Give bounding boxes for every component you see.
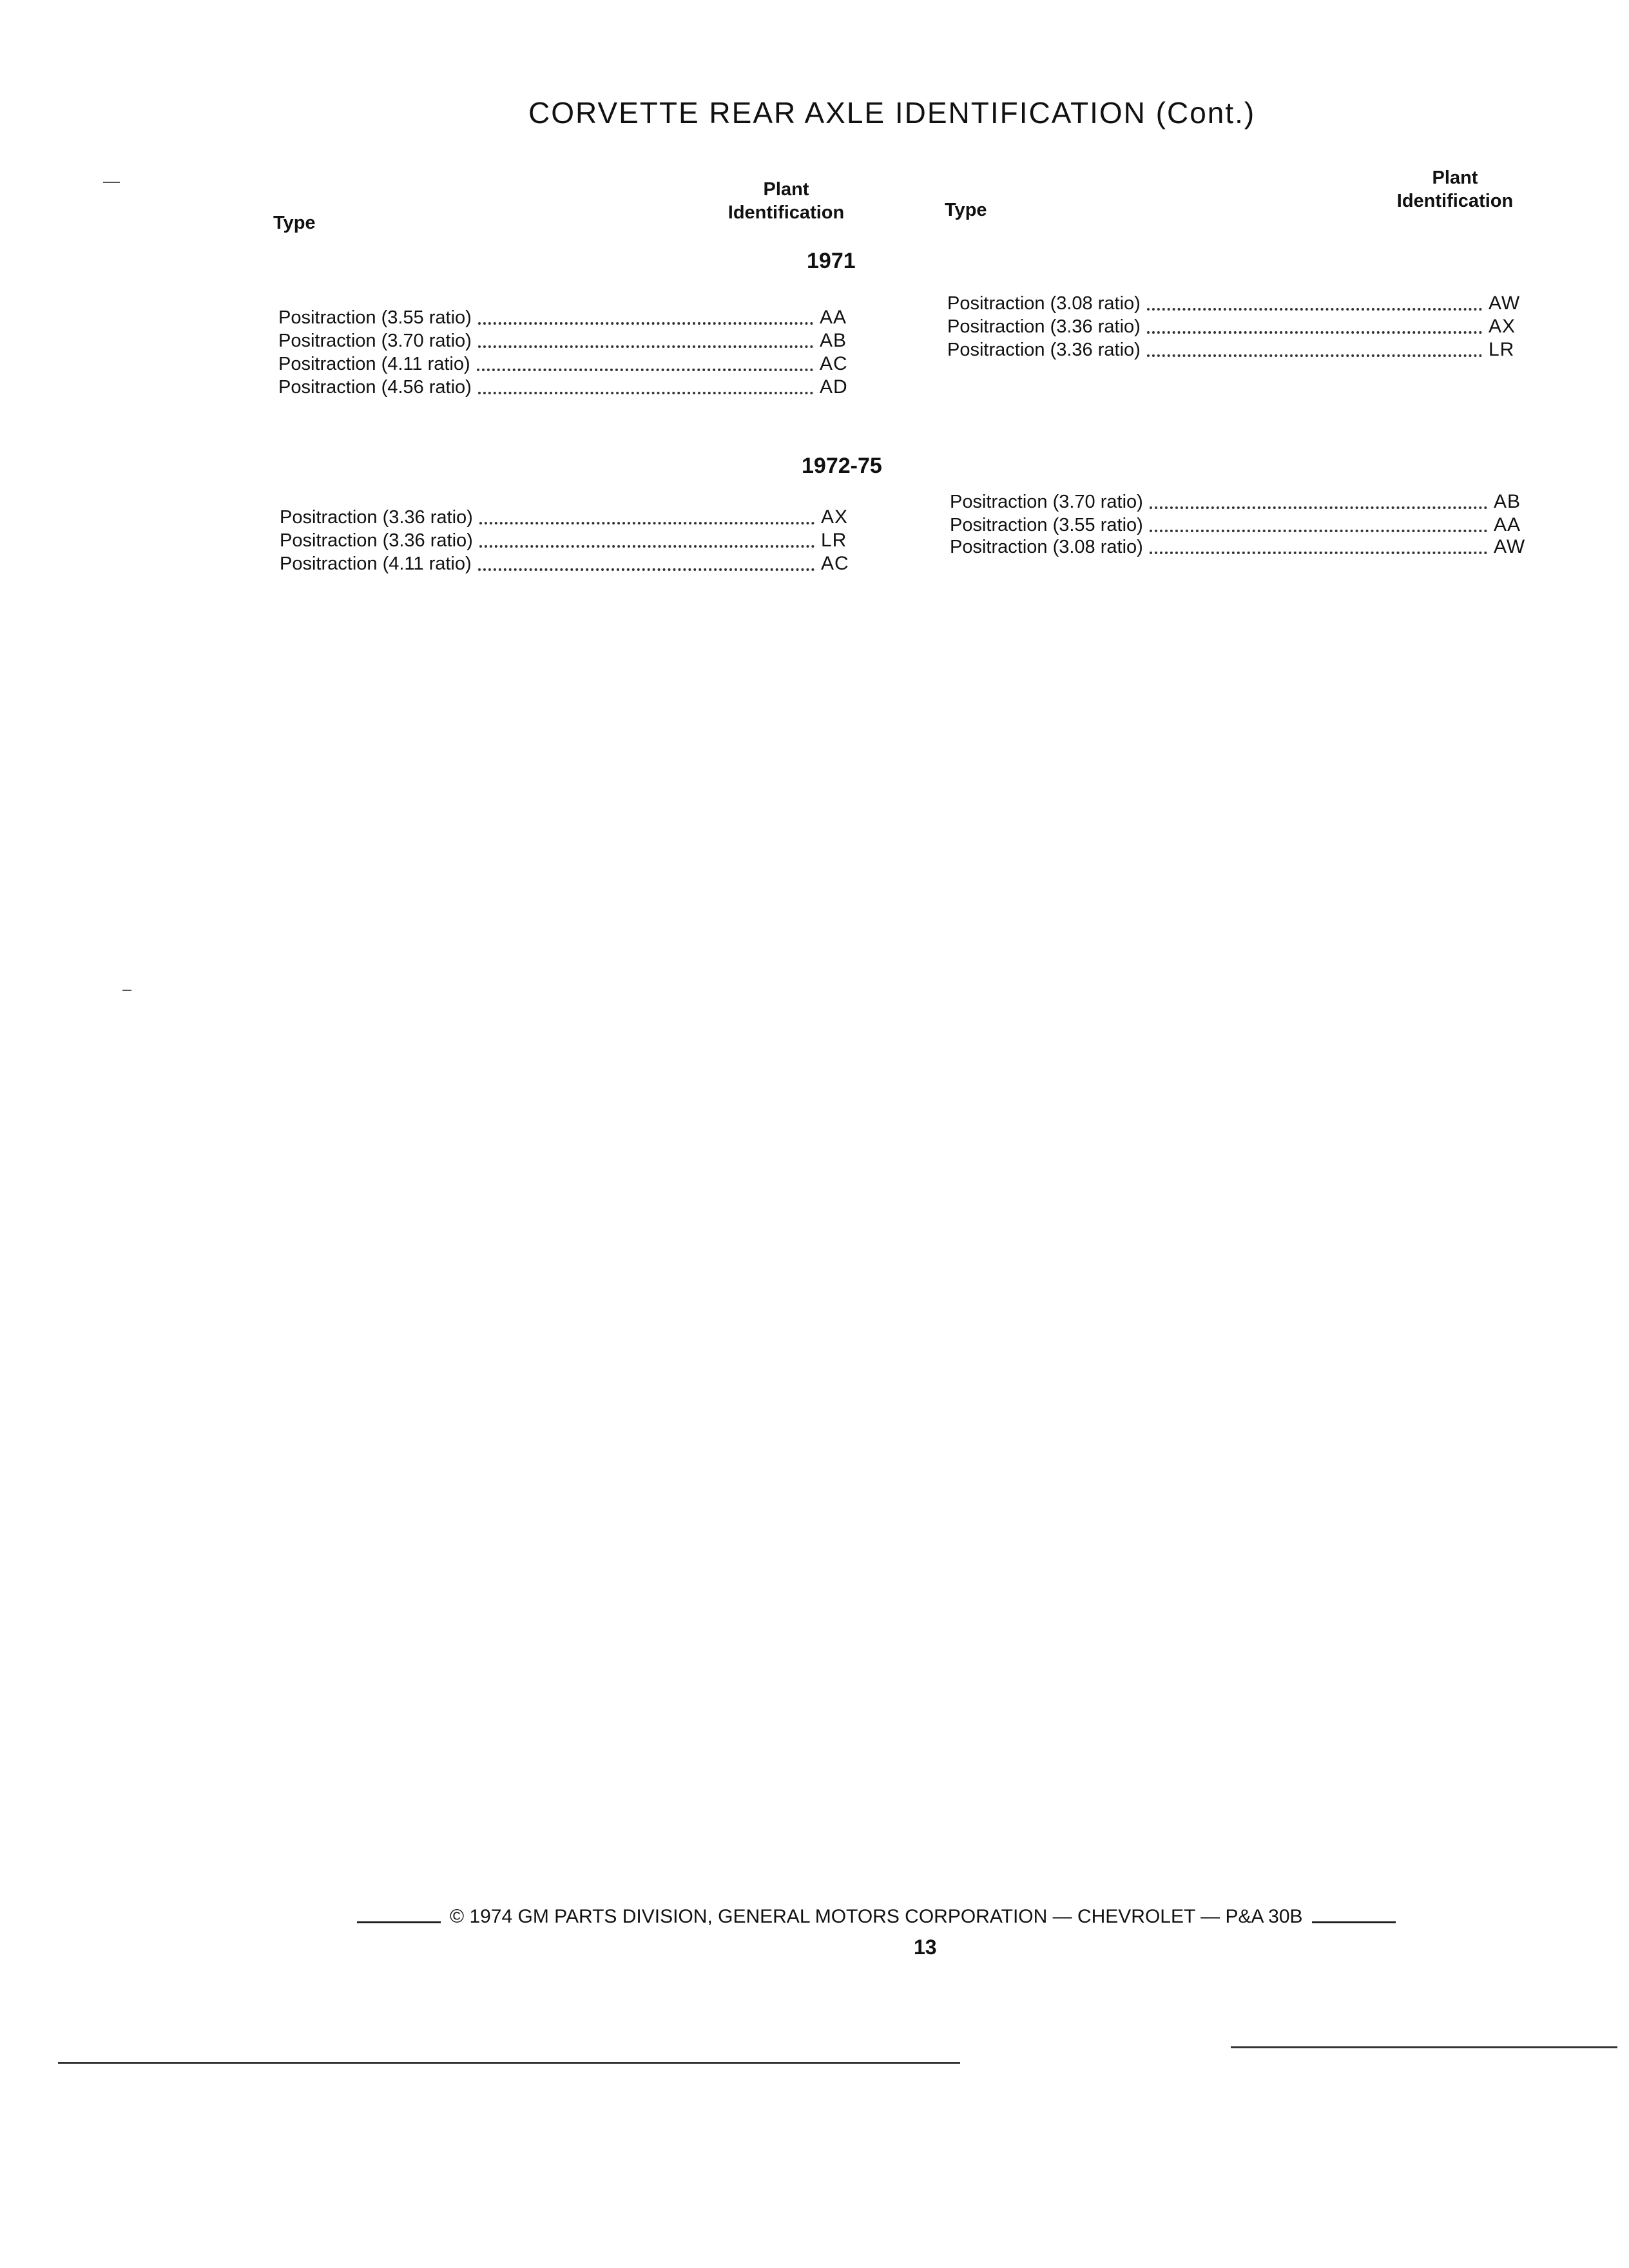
plant-id-header-right: [1371, 166, 1539, 213]
axle-type: Positraction (3.08 ratio): [950, 537, 1143, 557]
plant-code: AB: [1494, 491, 1521, 512]
axle-row: [950, 535, 1532, 558]
axle-type: Positraction (3.70 ratio): [950, 492, 1143, 512]
axle-type: Positraction (3.36 ratio): [947, 340, 1141, 360]
margin-mark: [122, 990, 131, 991]
plant-code: AC: [820, 353, 848, 374]
plant-code: AC: [821, 553, 849, 574]
axle-row: [278, 305, 858, 329]
axle-row: [947, 338, 1527, 361]
axle-row: [278, 352, 858, 375]
plant-code: AD: [820, 376, 848, 398]
bottom-rule-right: [1231, 2046, 1617, 2048]
type-header-right: Type: [945, 200, 987, 220]
axle-type: Positraction (3.08 ratio): [947, 293, 1141, 314]
leader-dots: [1147, 331, 1482, 334]
footer-rule-left: [357, 1921, 441, 1923]
axle-row: [947, 314, 1527, 338]
leader-dots: [479, 545, 815, 548]
axle-type: Positraction (3.36 ratio): [947, 316, 1141, 337]
leader-dots: [1150, 530, 1487, 532]
axle-type: Positraction (3.55 ratio): [278, 307, 472, 328]
axle-row: [278, 375, 858, 398]
leader-dots: [478, 322, 813, 325]
plant-code: AW: [1494, 536, 1526, 557]
section-year-1971: 1971: [807, 249, 856, 273]
axle-row: [280, 528, 860, 552]
margin-mark: [103, 182, 120, 183]
bottom-rule-left: [58, 2062, 960, 2064]
footer-rule-right: [1312, 1921, 1396, 1923]
leader-dots: [479, 522, 815, 524]
plant-code: AX: [1489, 316, 1516, 337]
axle-type: Positraction (3.36 ratio): [280, 530, 473, 551]
plant-code: LR: [1489, 339, 1515, 360]
leader-dots: [1147, 354, 1482, 357]
leader-dots: [478, 345, 813, 348]
axle-row: [947, 291, 1527, 314]
type-header-left: Type: [273, 213, 316, 233]
section-year-1972-75: 1972-75: [802, 454, 882, 478]
copyright-footer: [348, 1906, 1405, 1928]
axle-type: Positraction (4.11 ratio): [280, 553, 472, 574]
plant-header-line2: Identification: [1396, 191, 1514, 211]
plant-code: AX: [821, 506, 849, 528]
plant-id-header-left: [702, 178, 870, 224]
axle-type: Positraction (3.36 ratio): [280, 507, 473, 528]
axle-type: Positraction (4.56 ratio): [278, 377, 472, 398]
plant-header-line1: Plant: [1432, 168, 1478, 188]
leader-dots: [477, 369, 813, 371]
axle-row: [278, 329, 858, 352]
axle-row: [950, 490, 1532, 513]
axle-type: Positraction (3.70 ratio): [278, 331, 472, 351]
page-number: 13: [914, 1936, 937, 1959]
leader-dots: [1150, 552, 1487, 554]
leader-dots: [478, 392, 813, 394]
axle-type: Positraction (3.55 ratio): [950, 515, 1143, 535]
axle-type: Positraction (4.11 ratio): [278, 354, 470, 374]
page-title: CORVETTE REAR AXLE IDENTIFICATION (Cont.): [528, 96, 1256, 130]
plant-header-line2: Identification: [728, 202, 845, 223]
axle-row: [280, 552, 860, 575]
plant-code: AB: [820, 330, 847, 351]
leader-dots: [1147, 308, 1482, 311]
plant-code: AW: [1489, 293, 1521, 314]
plant-code: AA: [1494, 514, 1521, 535]
plant-code: AA: [820, 307, 847, 328]
copyright-text: © 1974 GM PARTS DIVISION, GENERAL MOTORS CORPORATION — CHEVROLET — P&A 30B: [450, 1906, 1303, 1927]
plant-header-line1: Plant: [763, 179, 809, 200]
axle-row: [950, 513, 1532, 536]
axle-row: [280, 505, 860, 528]
leader-dots: [1150, 506, 1487, 509]
plant-code: LR: [821, 530, 847, 551]
leader-dots: [478, 568, 815, 571]
